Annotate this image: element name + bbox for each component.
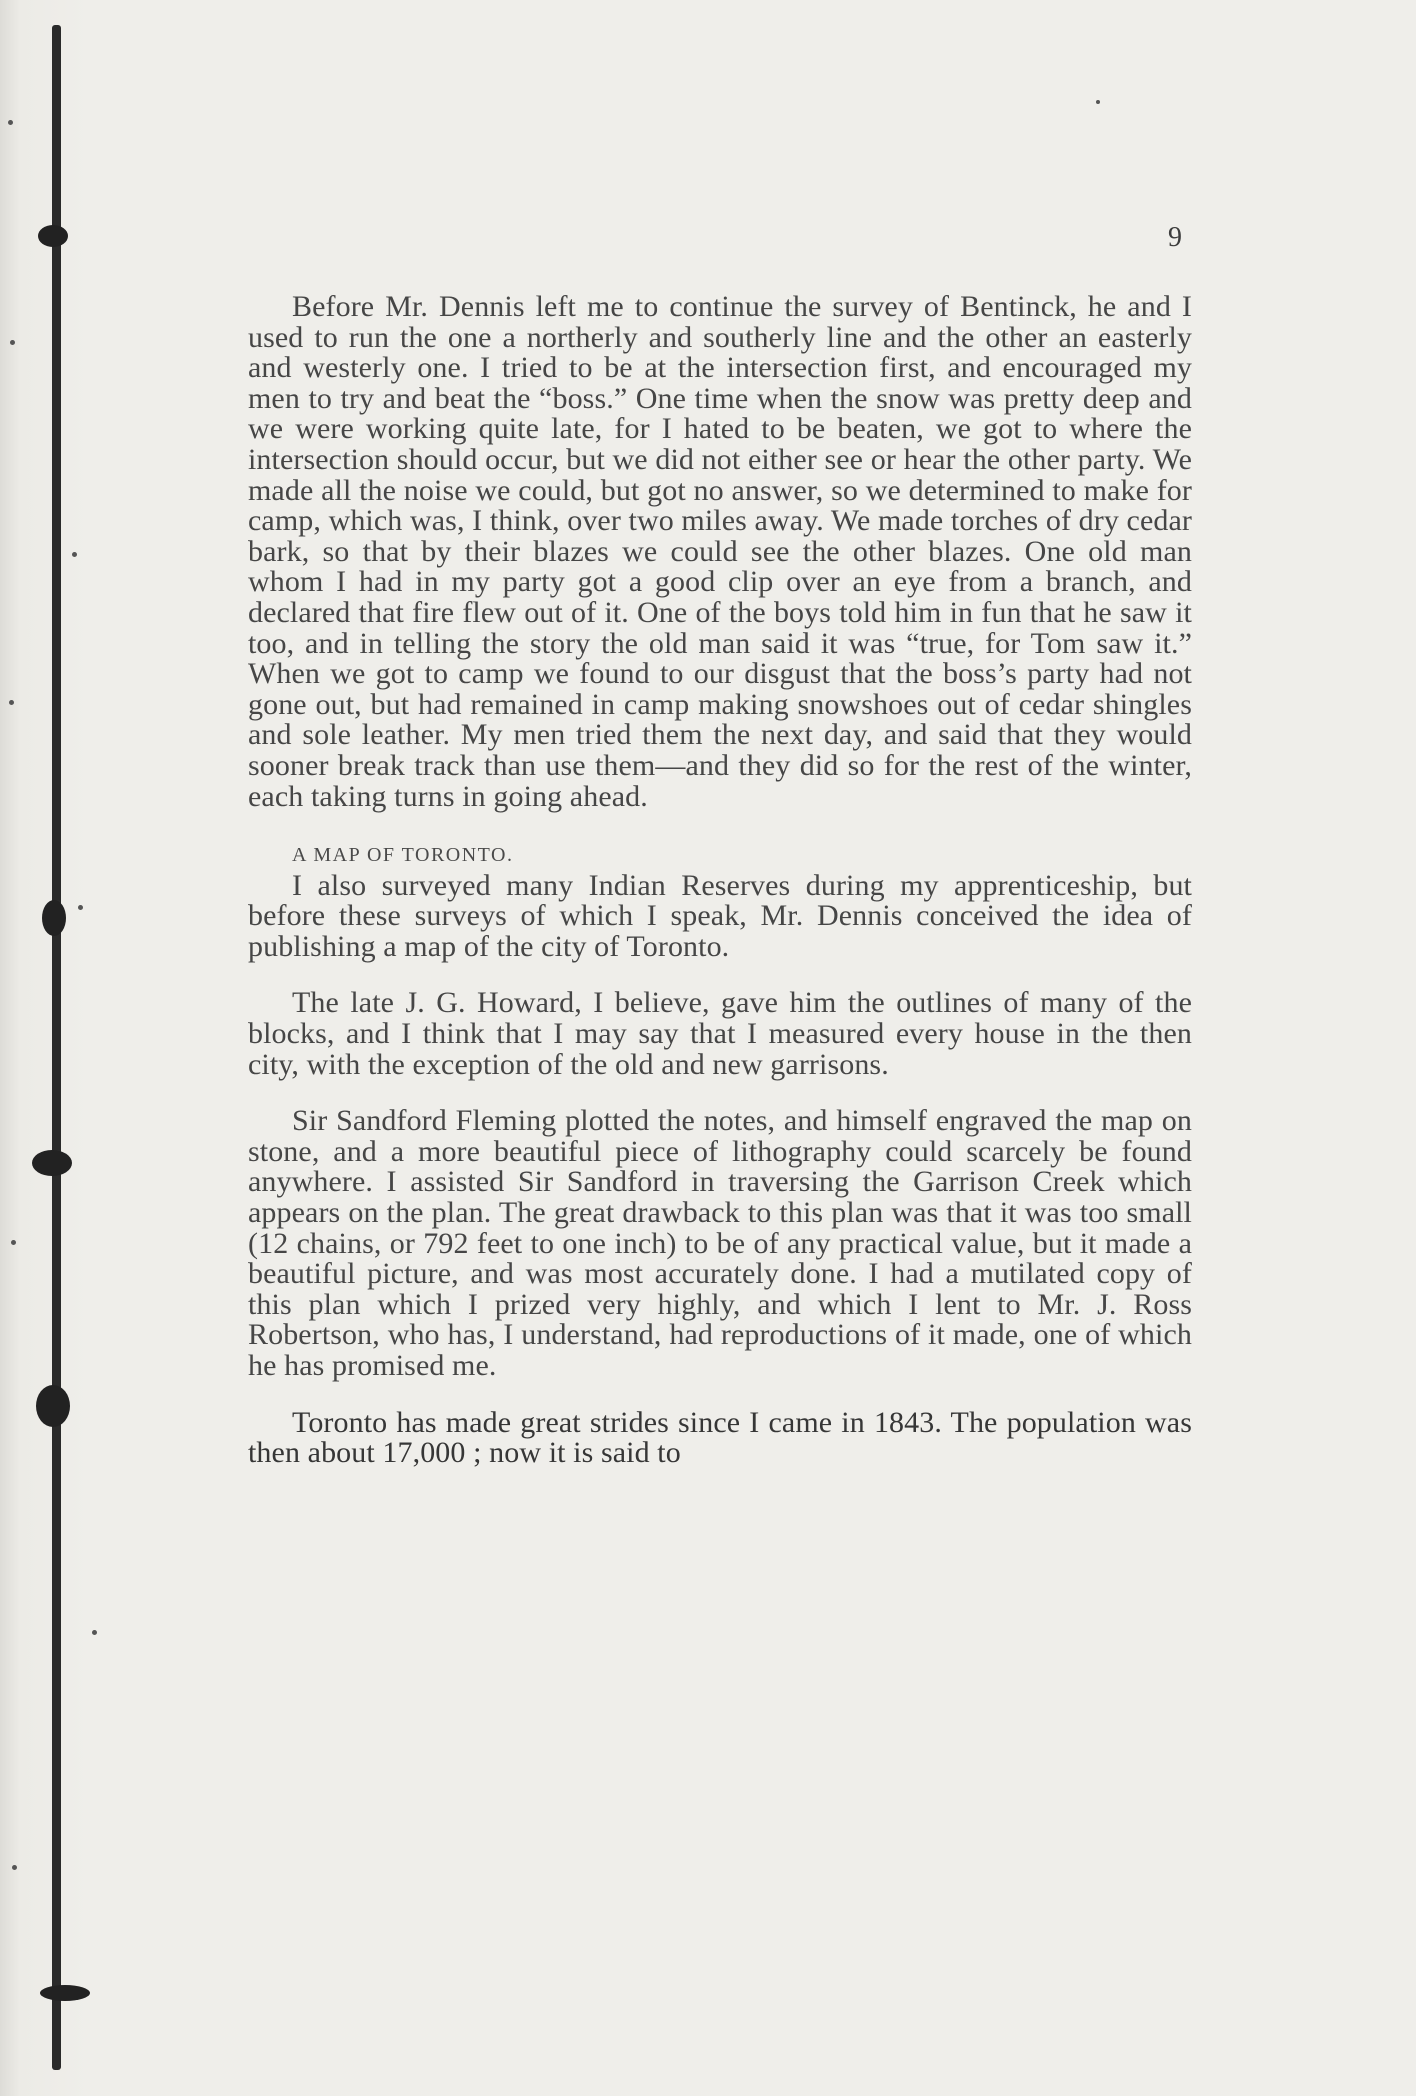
speck (10, 340, 15, 345)
paragraph: Before Mr. Dennis left me to continue the survey of Bentinck, he and I used to run the one a northerly and southerly line and the other an easterly and westerly one. I tried to be at the intersection first, and encouraged my men to try and beat the “boss.” One time when the snow was pretty deep and we were working quite late, for I hated to be beaten, we got to where the intersection should occur, but we did not either see or hear the other party. We made all the noise we could, but got no answer, so we determined to make for camp, which was, I think, over two miles away. We made torches of dry cedar bark, so that by their blazes we could see the other blazes. One old man whom I had in my party got a good clip over an eye from a branch, and declared that fire flew out of it. One of the boys told him in fun that he saw it too, and in telling the story the old man said it was “true, for Tom saw it.” When we got to camp we found to our disgust that the boss’s party had not gone out, but had remained in camp making snowshoes out of cedar shingles and sole leather. My men tried them the next day, and said that they would sooner break track than use them—and they did so for the rest of the winter, each taking turns in going ahead. (248, 290, 1192, 813)
ink-blot (42, 900, 66, 936)
ink-blot (40, 1985, 90, 2001)
speck (78, 905, 83, 910)
ink-blot (36, 1385, 70, 1427)
speck (8, 120, 13, 125)
speck (72, 552, 77, 557)
speck (1096, 100, 1100, 104)
speck (9, 700, 14, 705)
speck (92, 1630, 97, 1635)
paragraph: Sir Sandford Fleming plotted the notes, and himself engraved the map on stone, and a more beautiful piece of lithography could scarcely be found anywhere. I assisted Sir Sandford in traversing the Garrison Creek which appears on the plan. The great drawback to this plan was that it was too small (12 chains, or 792 feet to one inch) to be of any practical value, but it made a beautiful picture, and was most accurately done. I had a mutilated copy of this plan which I prized very highly, and which I lent to Mr. J. Ross Robertson, who has, I understand, had reproductions of it made, one of which he has promised me. (248, 1104, 1192, 1382)
body-text (248, 292, 1192, 1469)
ink-blot (32, 1150, 72, 1176)
speck (11, 1240, 16, 1245)
paragraph: Toronto has made great strides since I came in 1843. The population was then about 17,000 ; now it is said to (248, 1405, 1192, 1470)
paragraph: The late J. G. Howard, I believe, gave him the outlines of many of the blocks, and I think that I may say that I measured every house in the then city, with the exception of the old and new garrisons. (248, 986, 1192, 1081)
section-heading: A MAP OF TORONTO. (292, 844, 514, 867)
binding-spine (52, 25, 61, 2070)
scan-edge-shadow (0, 0, 90, 2096)
page-number: 9 (1168, 222, 1182, 253)
speck (12, 1865, 17, 1870)
ink-blot (38, 225, 68, 247)
paragraph: I also surveyed many Indian Reserves during my apprenticeship, but before these surveys of which I speak, Mr. Dennis conceived the idea of publishing a map of the city of Toronto. (248, 868, 1192, 963)
